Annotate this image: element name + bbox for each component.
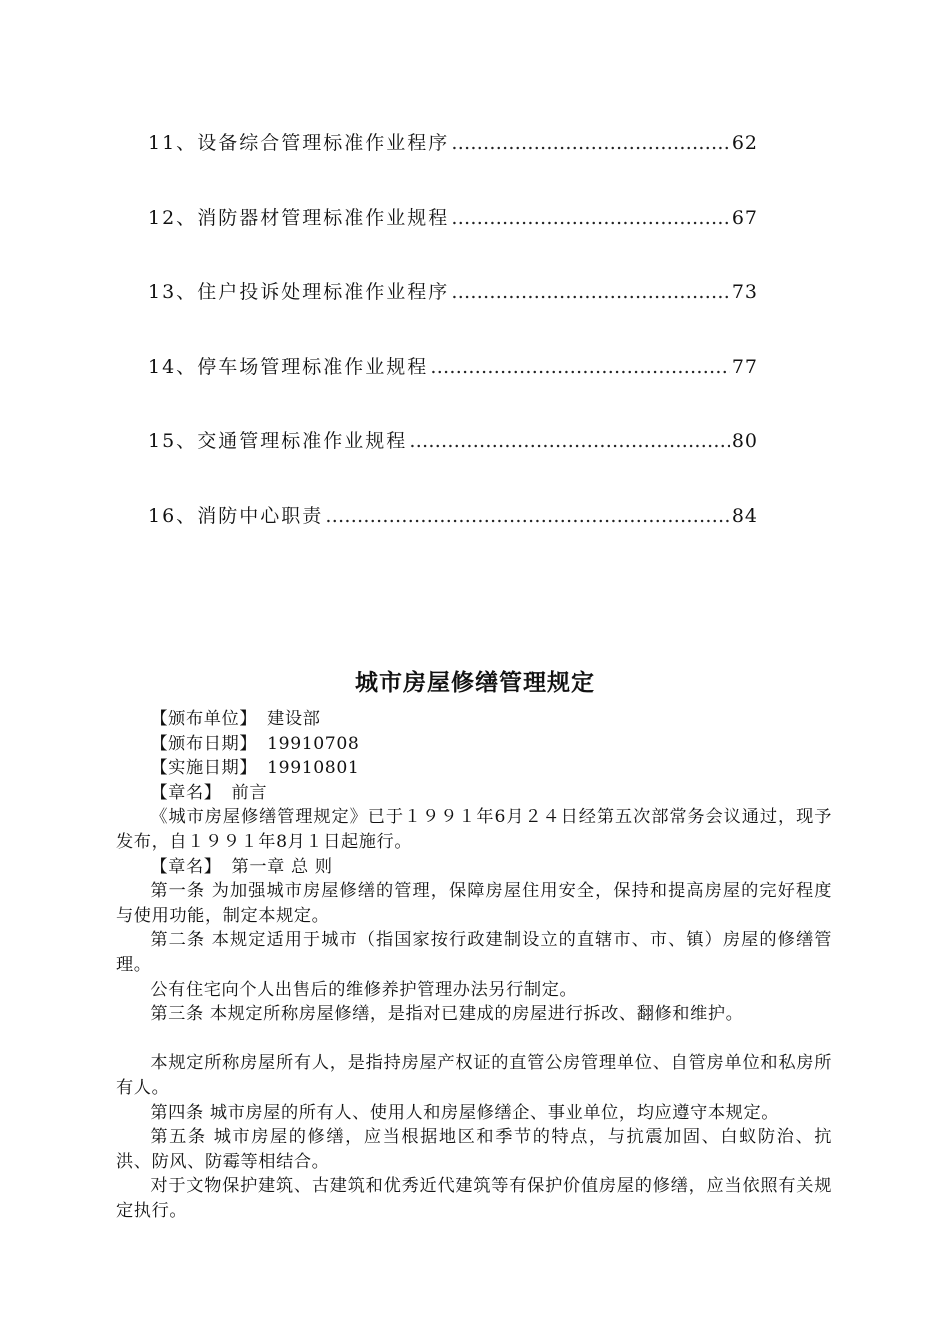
toc-leader-dots [451, 281, 730, 303]
article-paragraph: 对于文物保护建筑、古建筑和优秀近代建筑等有保护价值房屋的修缮，应当依照有关规定执行。 [116, 1176, 832, 1221]
document-title: 城市房屋修缮管理规定 [355, 670, 595, 696]
blank-line [116, 1027, 832, 1052]
toc-entry[interactable] [148, 426, 758, 462]
preface-paragraph: 《城市房屋修缮管理规定》已于１９９１年6月２４日经第五次部常务会议通过，现予发布，自１９９１年8月１日起施行。 [116, 807, 832, 852]
toc-page-number: 73 [731, 281, 758, 304]
toc-leader-dots [451, 207, 730, 229]
meta-line [116, 781, 832, 806]
meta-line [116, 732, 832, 757]
toc-title: 停车场管理标准作业规程 [197, 355, 429, 378]
toc-number: 11、 [148, 132, 198, 154]
meta-key: 【实施日期】 [150, 758, 258, 779]
toc-entry[interactable] [148, 352, 758, 388]
toc-entry[interactable] [148, 501, 758, 537]
toc-leader-dots [430, 356, 730, 378]
article-paragraph: 本规定所称房屋所有人，是指持房屋产权证的直管公房管理单位、自管房单位和私房所有人。 [116, 1053, 832, 1098]
meta-value: 19910708 [267, 733, 360, 754]
toc-page-number: 80 [731, 430, 758, 453]
document-body [116, 707, 832, 1223]
toc-number: 14、 [148, 355, 198, 378]
meta-value: 19910801 [267, 758, 360, 779]
toc-leader-dots [451, 132, 730, 154]
chapter-key: 【章名】 [150, 856, 222, 877]
toc-number: 16、 [148, 504, 198, 527]
toc-title: 住户投诉处理标准作业程序 [197, 281, 450, 304]
meta-value: 建设部 [267, 709, 321, 729]
toc-leader-dots [409, 430, 730, 452]
toc-title: 设备综合管理标准作业程序 [197, 132, 450, 154]
toc-title: 消防中心职责 [197, 504, 324, 527]
article-paragraph: 第一条 为加强城市房屋修缮的管理，保障房屋住用安全，保持和提高房屋的完好程度与使用功能，制定本规定。 [116, 881, 832, 926]
toc-title: 消防器材管理标准作业规程 [197, 206, 450, 229]
toc-page-number: 77 [731, 355, 758, 378]
meta-value: 前言 [231, 782, 268, 803]
meta-key: 【颁布日期】 [150, 733, 258, 754]
toc-number: 13、 [148, 281, 198, 304]
toc-entry[interactable] [148, 277, 758, 313]
chapter-value: 第一章 总 则 [231, 856, 333, 877]
meta-line [116, 756, 832, 781]
toc-page-number: 62 [731, 132, 758, 154]
toc-title: 交通管理标准作业规程 [197, 430, 408, 453]
toc-leader-dots [325, 505, 730, 527]
article-paragraph: 第四条 城市房屋的所有人、使用人和房屋修缮企、事业单位，均应遵守本规定。 [150, 1102, 780, 1123]
toc-number: 12、 [148, 206, 198, 229]
meta-key: 【章名】 [150, 782, 222, 803]
article-paragraph: 公有住宅向个人出售后的维修养护管理办法另行制定。 [150, 979, 578, 1000]
chapter-heading [116, 855, 832, 880]
toc-entry[interactable] [148, 128, 758, 164]
toc-entry[interactable] [148, 203, 758, 239]
table-of-contents [148, 128, 758, 576]
toc-number: 15、 [148, 430, 198, 453]
toc-page-number: 84 [731, 504, 758, 527]
article-paragraph: 第二条 本规定适用于城市（指国家按行政建制设立的直辖市、市、镇）房屋的修缮管理。 [116, 930, 832, 975]
meta-line [116, 707, 832, 732]
toc-page-number: 67 [731, 206, 758, 229]
meta-key: 【颁布单位】 [150, 709, 258, 729]
article-paragraph: 第五条 城市房屋的修缮，应当根据地区和季节的特点，与抗震加固、白蚁防治、抗洪、防风、防霉等相结合。 [116, 1127, 832, 1172]
article-paragraph: 第三条 本规定所称房屋修缮，是指对已建成的房屋进行拆改、翻修和维护。 [150, 1004, 744, 1025]
